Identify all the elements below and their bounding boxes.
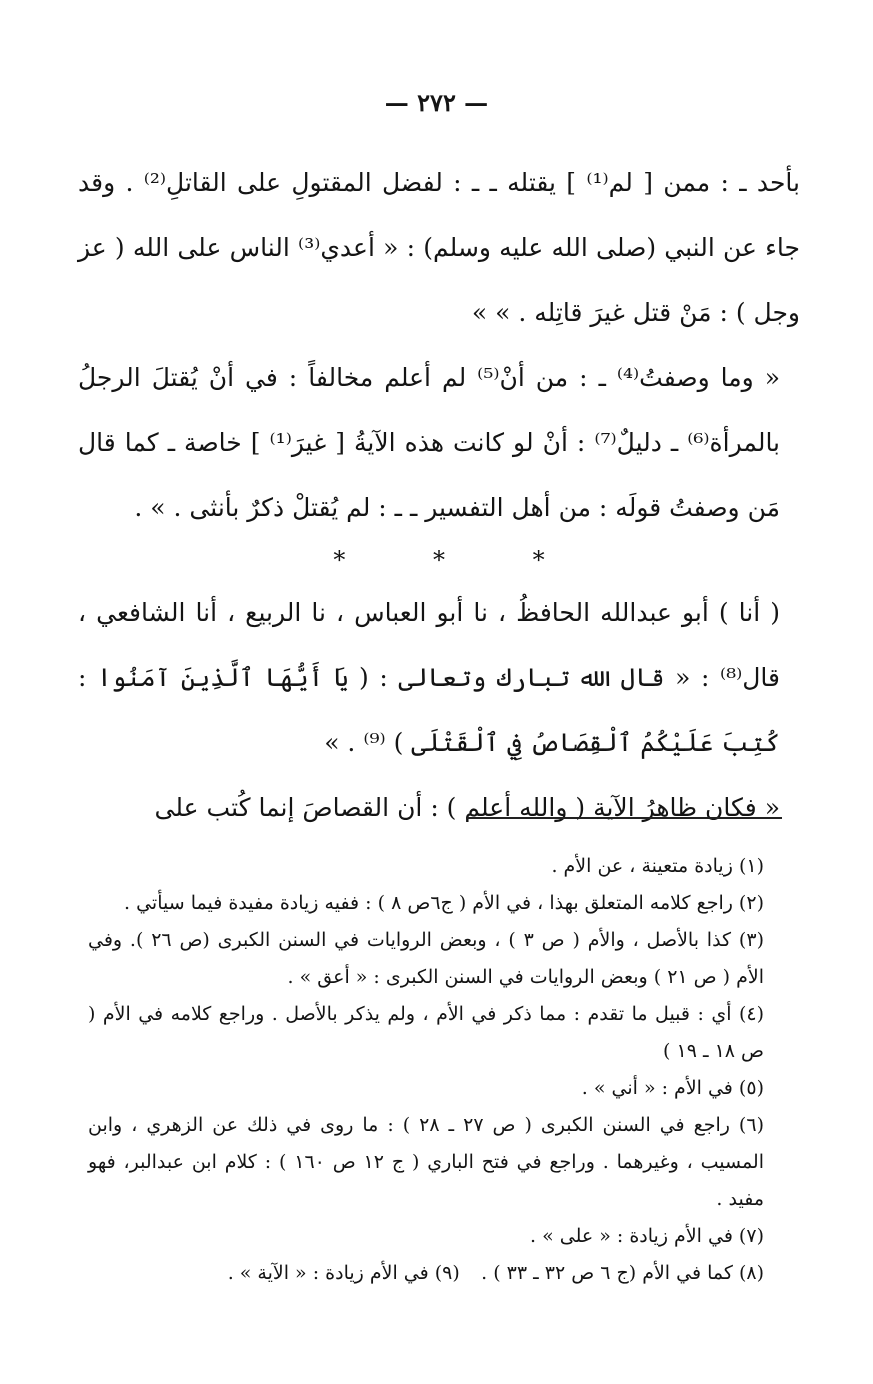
paragraph-1: بأحد ـ : ممن [ لم⁽¹⁾ ] يقتله ـ ـ : لفضل المقتولِ على القاتلِ⁽²⁾ . وقد جاء عن النبي (صلى الله عليه وسلم) : « أعدي⁽³⁾ الناس على الله ( عز وجل ) : مَنْ قتل غيرَ قاتِله . » » <box>78 168 800 327</box>
main-text <box>78 150 800 840</box>
footnote-9: (٩) في الأم زيادة : « الآية » . <box>227 1262 460 1284</box>
footnote-separator <box>466 817 782 819</box>
paragraph-2: « وما وصفتُ⁽⁴⁾ ـ : من أنْ⁽⁵⁾ لم أعلم مخالفاً : في أنْ يُقتلَ الرجلُ بالمرأة⁽⁶⁾ ـ دليلٌ⁽⁷⁾ : أنْ لو كانت هذه الآيةُ [ غيرَ⁽¹⁾ ] خاصة ـ كما قال مَن وصفتُ قولَه : من أهل التفسير ـ ـ : لم يُقتلْ ذكرٌ بأنثى . » . <box>78 363 781 522</box>
paragraph-4: « فكان ظاهرُ الآية ( والله أعلم ) : أن القصاصَ إنما كُتب على <box>154 793 780 822</box>
footnote-4: (٤) أي : قبيل ما تقدم : مما ذكر في الأم ، ولم يذكر بالأصل . وراجع كلامه في الأم ( ص ١٨ ـ ١٩ ) <box>88 1003 764 1062</box>
footnote-8: (٨) كما في الأم (ج ٦ ص ٣٢ ـ ٣٣ ) . <box>481 1262 764 1284</box>
section-divider-stars: * * * <box>333 546 585 574</box>
footnote-1: (١) زيادة متعينة ، عن الأم . <box>551 855 764 877</box>
footnote-2: (٢) راجع كلامه المتعلق بهذا ، في الأم ( ج٦ص ٨ ) : ففيه زيادة مفيدة فيما سيأتي . <box>124 892 764 914</box>
footnotes <box>88 848 782 1292</box>
paragraph-3: ( أنا ) أبو عبدالله الحافظُ ، نا أبو العباس ، نا الربيع ، أنا الشافعي ، قال⁽⁸⁾ : « قال الله تبارك وتعالى : ( يَا أَيُّهَا ٱلَّذِينَ آمَنُوا : كُتِبَ عَلَيْكُمُ ٱلْقِصَاصُ فِي ٱلْقَتْلَى ) ⁽⁹⁾ . » <box>78 598 780 757</box>
footnote-3: (٣) كذا بالأصل ، والأم ( ص ٣ ) ، وبعض الروايات في السنن الكبرى (ص ٢٦ ). وفي الأم ( ص ٢١ ) وبعض الروايات في السنن الكبرى : « أعق » . <box>88 929 764 988</box>
footnote-7: (٧) في الأم زيادة : « على » . <box>530 1225 764 1247</box>
footnote-5: (٥) في الأم : « أني » . <box>581 1077 764 1099</box>
footnotes-8-9-line <box>88 1255 782 1292</box>
footnote-6: (٦) راجع في السنن الكبرى ( ص ٢٧ ـ ٢٨ ) : ما روى في ذلك عن الزهري ، وابن المسيب ، وغيرهما . وراجع في فتح الباري ( ج ١٢ ص ١٦٠ ) : كلام ابن عبدالبر، فهو مفيد . <box>88 1114 764 1210</box>
page-number: — ٢٧٢ — <box>384 88 489 117</box>
